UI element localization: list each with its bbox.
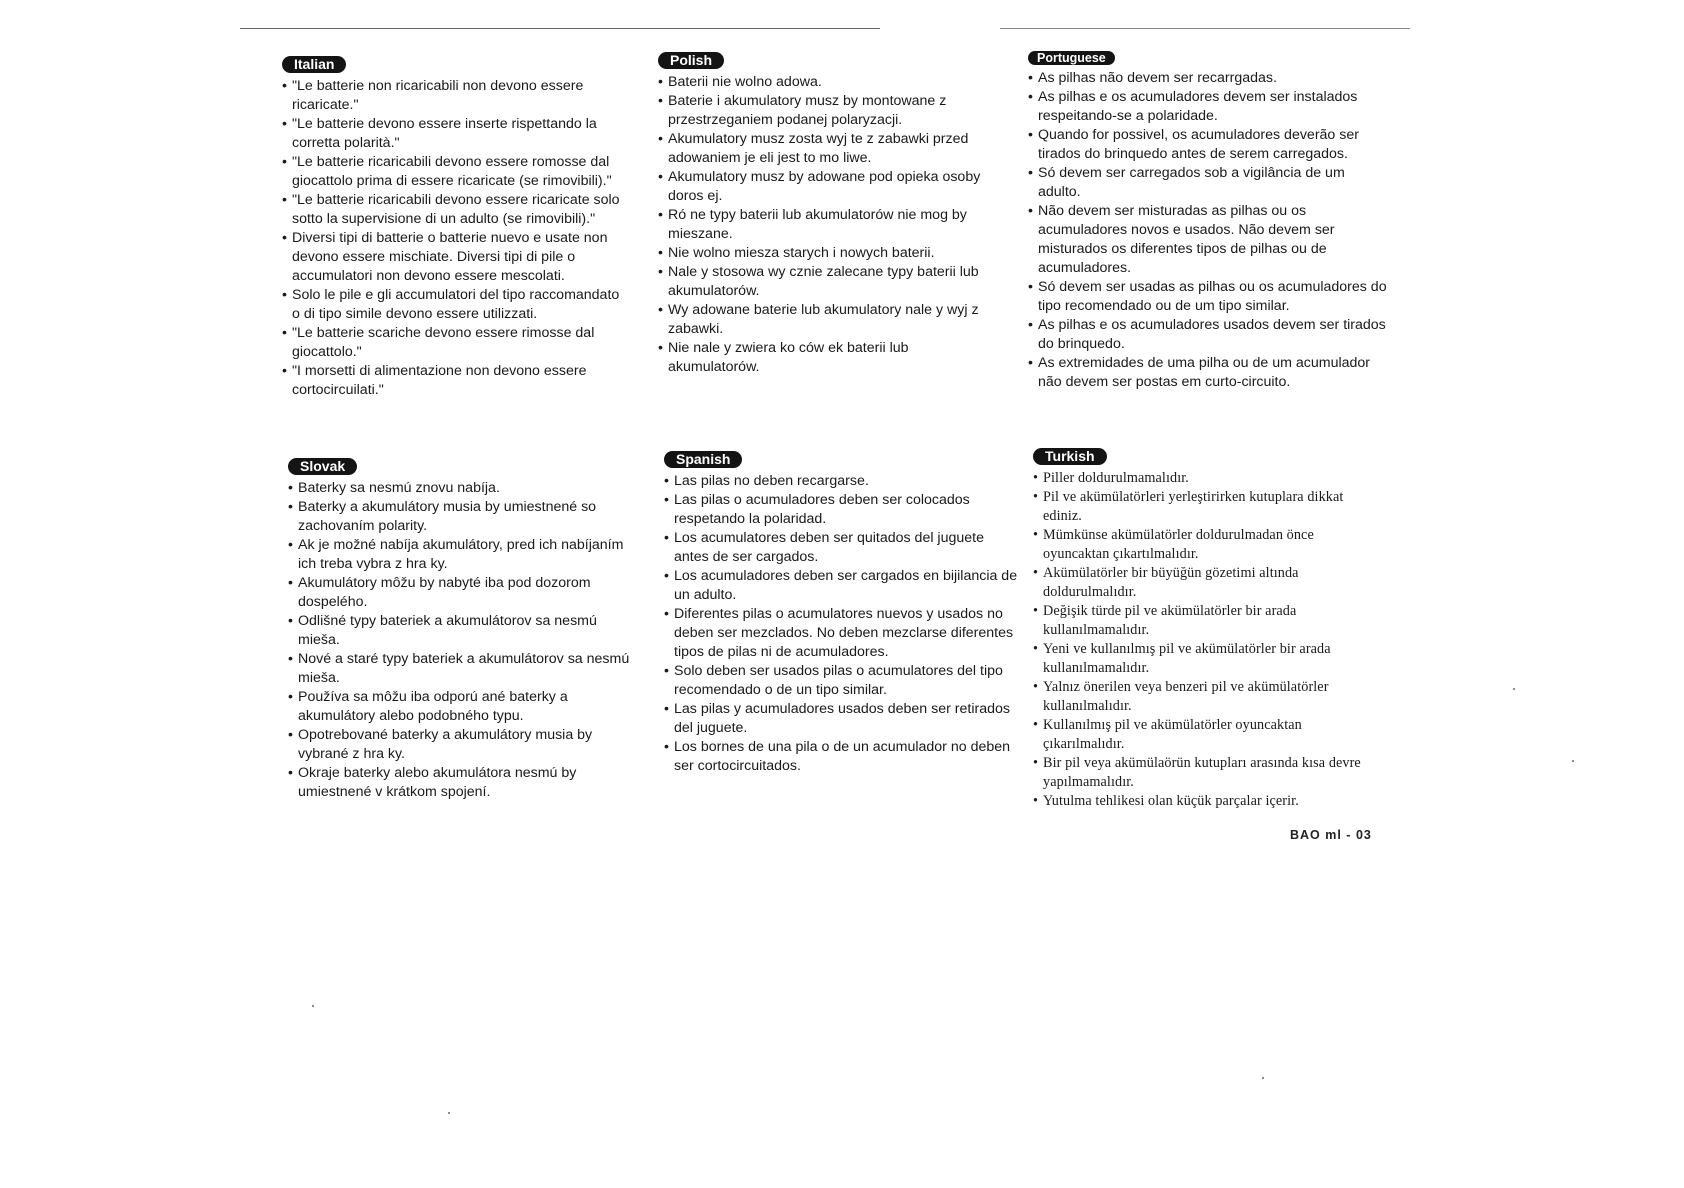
list-item: • Mümkünse akümülatörler doldurulmadan önce oyuncaktan çıkartılmalıdır. <box>1033 526 1378 564</box>
language-badge-italian: Italian <box>282 56 346 73</box>
list-item: • Akümülatörler bir büyüğün gözetimi altında doldurulmalıdır. <box>1033 564 1378 602</box>
list-item: • Las pilas y acumuladores usados deben ser retirados del juguete. <box>664 700 1019 738</box>
section-polish <box>658 52 1003 377</box>
document-code: BAO ml - 03 <box>1290 828 1372 842</box>
list-item: • Kullanılmış pil ve akümülatörler oyuncaktan çıkarılmalıdır. <box>1033 716 1378 754</box>
scan-speck <box>312 1005 314 1007</box>
list-item: • Ak je možné nabíja akumulátory, pred ich nabíjaním ich treba vybra z hra ky. <box>288 536 633 574</box>
list-item: • Odlišné typy bateriek a akumulátorov sa nesmú mieša. <box>288 612 633 650</box>
list-item: • Baterie i akumulatory musz by montowane z przestrzeganiem podanej polaryzacji. <box>658 92 1003 130</box>
list-item: • Akumulátory môžu by nabyté iba pod dozorom dospelého. <box>288 574 633 612</box>
list-item: • "Le batterie non ricaricabili non devono essere ricaricate." <box>282 77 627 115</box>
section-slovak <box>288 458 633 802</box>
list-item: • "Le batterie ricaricabili devono essere ricaricate solo sotto la supervisione di un adulto (se rimovibili)." <box>282 191 627 229</box>
list-item: • Solo deben ser usados pilas o acumulatores del tipo recomendado o de un tipo similar. <box>664 662 1019 700</box>
top-scan-line <box>240 28 880 29</box>
list-item: • Só devem ser carregados sob a vigilância de um adulto. <box>1028 164 1388 202</box>
list-item: • Wy adowane baterie lub akumulatory nale y wyj z zabawki. <box>658 301 1003 339</box>
warning-list-spanish <box>664 472 1019 776</box>
list-item: • Akumulatory musz by adowane pod opieka osoby doros ej. <box>658 168 1003 206</box>
language-badge-polish: Polish <box>658 52 724 69</box>
list-item: • Não devem ser misturadas as pilhas ou os acumuladores novos e usados. Não devem ser misturados os diferentes tipos de pilhas ou de acumuladores. <box>1028 202 1388 278</box>
list-item: • "Le batterie ricaricabili devono essere romosse dal giocattolo prima di essere ricaricate (se rimovibili)." <box>282 153 627 191</box>
language-badge-slovak: Slovak <box>288 458 357 475</box>
list-item: • Solo le pile e gli accumulatori del tipo raccomandato o di tipo simile devono essere utilizzati. <box>282 286 627 324</box>
list-item: • Nie nale y zwiera ko ców ek baterii lub akumulatorów. <box>658 339 1003 377</box>
language-badge-spanish: Spanish <box>664 451 742 468</box>
list-item: • Los bornes de una pila o de un acumulador no deben ser cortocircuitados. <box>664 738 1019 776</box>
list-item: • Yutulma tehlikesi olan küçük parçalar içerir. <box>1033 792 1378 811</box>
list-item: • Používa sa môžu iba odporú ané baterky a akumulátory alebo podobného typu. <box>288 688 633 726</box>
list-item: • Ró ne typy baterii lub akumulatorów nie mog by mieszane. <box>658 206 1003 244</box>
list-item: • Okraje baterky alebo akumulátora nesmú by umiestnené v krátkom spojení. <box>288 764 633 802</box>
list-item: • Diversi tipi di batterie o batterie nuevo e usate non devono essere mischiate. Diversi tipi di pile o accumulatori non devono essere mescolati. <box>282 229 627 286</box>
list-item: • Baterky sa nesmú znovu nabíja. <box>288 479 633 498</box>
list-item: • Diferentes pilas o acumulatores nuevos y usados no deben ser mezclados. No deben mezclarse diferentes tipos de pilas ni de acumuladores. <box>664 605 1019 662</box>
list-item: • As pilhas e os acumuladores devem ser instalados respeitando-se a polaridade. <box>1028 88 1388 126</box>
list-item: • Las pilas o acumuladores deben ser colocados respetando la polaridad. <box>664 491 1019 529</box>
list-item: • Los acumuladores deben ser cargados en bijilancia de un adulto. <box>664 567 1019 605</box>
list-item: • Nie wolno miesza starych i nowych baterii. <box>658 244 1003 263</box>
list-item: • "I morsetti di alimentazione non devono essere cortocircuilati." <box>282 362 627 400</box>
section-portuguese <box>1028 49 1388 392</box>
list-item: • Las pilas no deben recargarse. <box>664 472 1019 491</box>
list-item: • "Le batterie scariche devono essere rimosse dal giocattolo." <box>282 324 627 362</box>
list-item: • As extremidades de uma pilha ou de um acumulador não devem ser postas em curto-circuito. <box>1028 354 1388 392</box>
list-item: • Bir pil veya akümülaörün kutupları arasında kısa devre yapılmamalıdır. <box>1033 754 1378 792</box>
list-item: • Akumulatory musz zosta wyj te z zabawki przed adowaniem je eli jest to mo liwe. <box>658 130 1003 168</box>
warning-list-portuguese <box>1028 69 1388 392</box>
section-italian <box>282 56 627 400</box>
list-item: • Nové a staré typy bateriek a akumulátorov sa nesmú mieša. <box>288 650 633 688</box>
warning-list-polish <box>658 73 1003 377</box>
list-item: • Nale y stosowa wy cznie zalecane typy baterii lub akumulatorów. <box>658 263 1003 301</box>
list-item: • Baterky a akumulátory musia by umiestnené so zachovaním polarity. <box>288 498 633 536</box>
list-item: • Opotrebované baterky a akumulátory musia by vybrané z hra ky. <box>288 726 633 764</box>
list-item: • Quando for possivel, os acumuladores deverão ser tirados do brinquedo antes de serem carregados. <box>1028 126 1388 164</box>
scan-speck <box>1262 1077 1264 1079</box>
list-item: • Só devem ser usadas as pilhas ou os acumuladores do tipo recomendado ou de um tipo similar. <box>1028 278 1388 316</box>
list-item: • Baterii nie wolno adowa. <box>658 73 1003 92</box>
section-spanish <box>664 451 1019 776</box>
warning-list-italian <box>282 77 627 400</box>
list-item: • As pilhas e os acumuladores usados devem ser tirados do brinquedo. <box>1028 316 1388 354</box>
warning-list-turkish <box>1033 469 1378 811</box>
list-item: • Yalnız önerilen veya benzeri pil ve akümülatörler kullanılmalıdır. <box>1033 678 1378 716</box>
list-item: • Yeni ve kullanılmış pil ve akümülatörler bir arada kullanılmamalıdır. <box>1033 640 1378 678</box>
warning-list-slovak <box>288 479 633 802</box>
section-turkish <box>1033 448 1378 811</box>
language-badge-portuguese: Portuguese <box>1028 51 1115 65</box>
scan-speck <box>1513 688 1515 690</box>
top-scan-line <box>1000 28 1410 29</box>
list-item: • Los acumulatores deben ser quitados del juguete antes de ser cargados. <box>664 529 1019 567</box>
list-item: • As pilhas não devem ser recarrgadas. <box>1028 69 1388 88</box>
scan-speck <box>1572 760 1574 762</box>
scan-speck <box>448 1112 450 1114</box>
language-badge-turkish: Turkish <box>1033 448 1107 465</box>
list-item: • Pil ve akümülatörleri yerleştirirken kutuplara dikkat ediniz. <box>1033 488 1378 526</box>
list-item: • "Le batterie devono essere inserte rispettando la corretta polarità." <box>282 115 627 153</box>
list-item: • Değişik türde pil ve akümülatörler bir arada kullanılmamalıdır. <box>1033 602 1378 640</box>
list-item: • Piller doldurulmamalıdır. <box>1033 469 1378 488</box>
